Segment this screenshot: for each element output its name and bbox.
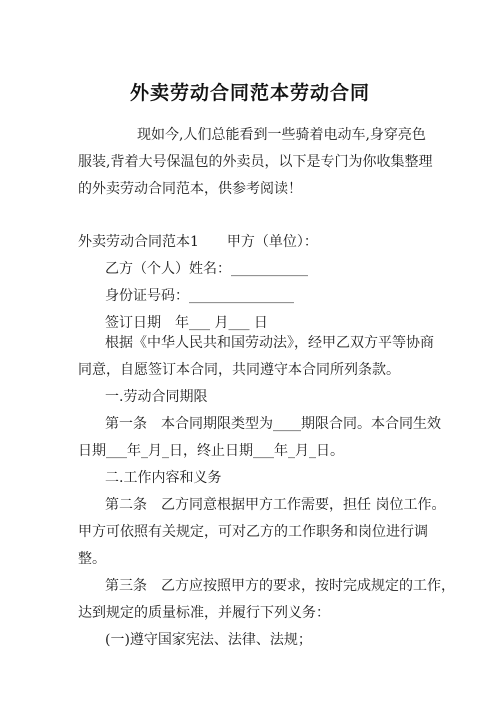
preamble-line-1: 根据《中华人民共和国劳动法》，经甲乙双方平等协商 xyxy=(105,335,434,351)
article-3-line-1: 第三条 乙方应按照甲方的要求，按时完成规定的工作， xyxy=(105,578,455,594)
article-3-line-2: 达到规定的质量标准，并履行下列义务： xyxy=(78,605,330,621)
article-2-line-2: 甲方可依照有关规定，可对乙方的工作职务和岗位进行调 xyxy=(78,524,428,540)
article-2-line-3: 整。 xyxy=(78,551,106,567)
intro-line-3: 的外卖劳动合同范本，供参考阅读！ xyxy=(78,181,302,197)
document-title: 外卖劳动合同范本劳动合同 xyxy=(129,82,370,104)
section-heading-duties: 二.工作内容和义务 xyxy=(105,470,222,486)
article-1-line-1: 第一条 本合同期限类型为____期限合同。本合同生效 xyxy=(105,416,441,432)
article-2-line-1: 第二条 乙方同意根据甲方工作需要，担任 岗位工作。 xyxy=(105,497,446,513)
section-heading-term: 一.劳动合同期限 xyxy=(105,389,208,405)
intro-line-1: 现如今,人们总能看到一些骑着电动车,身穿亮色 xyxy=(137,127,426,143)
article-1-line-2: 日期___年_月_日，终止日期___年_月_日。 xyxy=(78,443,344,459)
intro-line-2: 服装,背着大号保温包的外卖员，以下是专门为你收集整理 xyxy=(78,154,433,170)
signing-date-line: 签订日期 年___ 月___ 日 xyxy=(105,315,268,331)
article-3-item-1: (一)遵守国家宪法、法律、法规； xyxy=(105,632,312,648)
party-b-name-line: 乙方（个人）姓名：___________ xyxy=(105,261,308,277)
preamble-line-2: 同意，自愿签订本合同，共同遵守本合同所列条款。 xyxy=(78,362,400,378)
contract-heading-line: 外卖劳动合同范本1 甲方（单位）： xyxy=(78,234,318,250)
id-number-line: 身份证号码：_______________ xyxy=(105,288,294,304)
